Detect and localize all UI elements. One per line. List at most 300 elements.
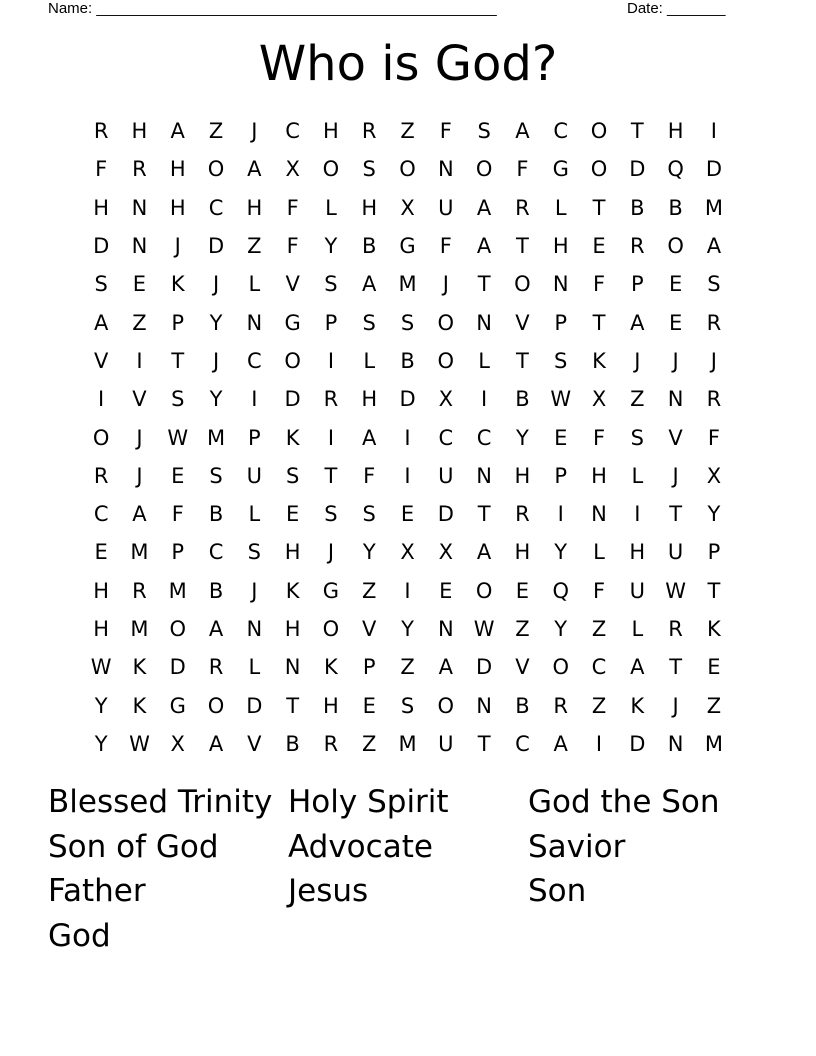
- grid-letter: E: [515, 578, 530, 603]
- grid-letter: H: [361, 195, 378, 220]
- grid-letter: S: [171, 387, 185, 412]
- word-list-item: God the Son: [528, 784, 720, 820]
- grid-letter: J: [672, 693, 679, 718]
- word-list-item: God: [48, 917, 111, 954]
- grid-letter: M: [704, 195, 723, 220]
- grid-letter: J: [672, 348, 679, 373]
- grid-letter: M: [206, 425, 226, 450]
- grid-letter: S: [324, 272, 338, 297]
- word-list-item: Father: [48, 873, 146, 909]
- grid-letter: R: [515, 195, 530, 220]
- grid-letter: K: [132, 693, 147, 718]
- grid-letter: L: [631, 463, 644, 488]
- grid-letter: C: [476, 425, 492, 450]
- grid-letter: U: [438, 463, 454, 488]
- grid-letter: S: [630, 425, 644, 450]
- grid-letter: G: [322, 578, 340, 603]
- word-list-item: Savior: [528, 828, 626, 865]
- grid-letter: T: [477, 731, 491, 756]
- grid-letter: I: [404, 463, 411, 488]
- grid-letter: R: [361, 119, 377, 144]
- grid-letter: E: [592, 234, 606, 259]
- grid-letter: U: [246, 463, 263, 488]
- grid-letter: R: [706, 310, 722, 335]
- grid-letter: H: [246, 195, 263, 220]
- grid-letter: I: [404, 425, 411, 450]
- grid-letter: M: [130, 617, 149, 641]
- grid-letter: S: [400, 693, 415, 718]
- grid-letter: E: [400, 502, 415, 527]
- grid-letter: D: [207, 234, 225, 259]
- grid-letter: O: [667, 234, 684, 259]
- grid-letter: H: [323, 693, 339, 718]
- grid-letter: T: [669, 655, 683, 680]
- grid-letter: C: [591, 655, 607, 680]
- grid-row: [82, 686, 734, 724]
- grid-letter: A: [132, 502, 147, 527]
- grid-row: [82, 380, 734, 418]
- word-list-item: Son of God: [48, 828, 219, 865]
- grid-letter: O: [437, 310, 455, 335]
- grid-letter: I: [404, 578, 411, 603]
- grid-letter: V: [362, 617, 377, 641]
- grid-letter: H: [284, 540, 301, 565]
- grid-letter: I: [557, 502, 564, 527]
- grid-letter: Z: [247, 234, 262, 259]
- grid-letter: O: [475, 578, 493, 603]
- date-field-label: Date: _______: [627, 0, 726, 17]
- grid-row: [82, 227, 734, 265]
- grid-letter: G: [284, 310, 301, 335]
- grid-letter: W: [129, 731, 150, 756]
- grid-letter: L: [478, 348, 490, 373]
- grid-letter: B: [285, 731, 300, 756]
- grid-letter: Z: [630, 387, 645, 412]
- grid-letter: X: [438, 387, 454, 412]
- grid-letter: C: [208, 540, 224, 565]
- grid-letter: D: [629, 731, 646, 756]
- grid-letter: A: [438, 655, 453, 680]
- grid-letter: O: [590, 157, 608, 182]
- name-field-label: Name: ________________________________________________: [48, 0, 497, 17]
- grid-letter: B: [515, 387, 530, 412]
- grid-letter: I: [251, 387, 258, 412]
- grid-letter: M: [398, 272, 417, 297]
- grid-letter: A: [476, 234, 492, 259]
- grid-letter: A: [93, 310, 109, 335]
- grid-letter: N: [476, 693, 492, 718]
- grid-letter: Z: [362, 731, 377, 756]
- grid-letter: E: [362, 693, 376, 718]
- grid-letter: H: [361, 387, 378, 412]
- grid-letter: R: [630, 234, 645, 259]
- grid-letter: Z: [591, 693, 607, 718]
- grid-letter: V: [132, 387, 147, 412]
- grid-letter: T: [630, 119, 644, 144]
- grid-letter: F: [592, 425, 606, 450]
- grid-letter: Z: [515, 617, 530, 641]
- grid-letter: T: [592, 310, 606, 335]
- grid-letter: O: [552, 655, 569, 680]
- grid-letter: W: [473, 617, 495, 641]
- grid-letter: B: [668, 195, 683, 220]
- grid-letter: A: [208, 617, 224, 641]
- grid-letter: V: [285, 272, 300, 297]
- grid-letter: Z: [362, 578, 377, 603]
- grid-letter: H: [93, 617, 110, 641]
- word-list-item: Son: [528, 873, 587, 909]
- grid-letter: T: [707, 578, 721, 603]
- grid-letter: I: [327, 425, 335, 450]
- grid-letter: P: [707, 540, 721, 565]
- grid-letter: K: [285, 578, 300, 603]
- grid-letter: E: [668, 272, 683, 297]
- grid-letter: Y: [94, 693, 108, 718]
- grid-letter: D: [476, 655, 493, 680]
- grid-letter: N: [131, 195, 148, 220]
- grid-letter: A: [630, 310, 645, 335]
- grid-letter: J: [212, 272, 220, 297]
- grid-letter: J: [251, 119, 258, 144]
- grid-letter: B: [208, 578, 224, 603]
- grid-letter: U: [438, 731, 454, 756]
- grid-letter: S: [477, 119, 491, 144]
- grid-letter: Y: [209, 387, 223, 412]
- grid-letter: J: [174, 234, 181, 259]
- grid-row: [82, 418, 734, 456]
- word-search-grid: [82, 112, 734, 763]
- grid-letter: S: [247, 540, 261, 565]
- grid-letter: A: [362, 425, 377, 450]
- grid-letter: Z: [208, 119, 224, 144]
- grid-letter: R: [132, 578, 147, 603]
- grid-letter: F: [707, 425, 720, 450]
- grid-letter: R: [553, 693, 568, 718]
- grid-letter: E: [285, 502, 300, 527]
- grid-letter: P: [362, 655, 376, 680]
- grid-letter: X: [706, 463, 722, 488]
- grid-letter: R: [323, 387, 339, 412]
- grid-letter: S: [285, 463, 300, 488]
- grid-letter: G: [169, 693, 186, 718]
- grid-letter: D: [246, 693, 263, 718]
- grid-letter: C: [93, 502, 109, 527]
- grid-letter: D: [437, 502, 454, 527]
- grid-letter: Z: [132, 310, 147, 335]
- grid-letter: F: [592, 578, 606, 603]
- grid-letter: B: [400, 348, 415, 373]
- grid-row: [82, 189, 734, 227]
- word-list: [48, 782, 768, 960]
- grid-letter: V: [515, 655, 530, 680]
- grid-letter: N: [437, 157, 454, 182]
- grid-letter: J: [136, 463, 143, 488]
- grid-letter: L: [631, 617, 644, 641]
- grid-letter: E: [171, 463, 185, 488]
- grid-row: [82, 648, 734, 686]
- grid-letter: K: [132, 655, 147, 680]
- grid-letter: X: [400, 195, 415, 220]
- grid-letter: Y: [324, 234, 338, 259]
- grid-letter: O: [207, 157, 225, 182]
- grid-letter: M: [398, 731, 417, 756]
- grid-letter: W: [665, 578, 686, 603]
- grid-letter: A: [362, 272, 377, 297]
- grid-letter: L: [248, 502, 261, 527]
- grid-letter: E: [707, 655, 721, 680]
- grid-letter: Y: [707, 502, 721, 527]
- grid-letter: G: [399, 234, 416, 259]
- grid-letter: K: [630, 693, 645, 718]
- grid-letter: F: [592, 272, 606, 297]
- grid-letter: N: [246, 617, 263, 641]
- grid-letter: S: [362, 310, 376, 335]
- grid-letter: J: [442, 272, 449, 297]
- grid-letter: F: [95, 157, 108, 182]
- grid-letter: N: [667, 387, 684, 412]
- grid-letter: N: [131, 234, 148, 259]
- grid-letter: T: [516, 234, 529, 259]
- word-list-item: Blessed Trinity: [48, 784, 273, 820]
- grid-letter: Y: [362, 540, 376, 565]
- grid-letter: D: [629, 157, 646, 182]
- grid-letter: E: [94, 540, 108, 565]
- grid-letter: E: [132, 272, 147, 297]
- grid-letter: Y: [554, 617, 568, 641]
- grid-row: [82, 112, 734, 150]
- grid-letter: W: [90, 655, 112, 680]
- grid-letter: S: [362, 502, 376, 527]
- grid-letter: B: [630, 195, 645, 220]
- grid-row: [82, 495, 734, 533]
- grid-letter: K: [324, 655, 338, 680]
- grid-letter: I: [634, 502, 641, 527]
- grid-letter: C: [553, 119, 569, 144]
- grid-letter: L: [248, 272, 261, 297]
- grid-letter: H: [131, 119, 148, 144]
- grid-letter: T: [516, 348, 529, 373]
- grid-letter: S: [324, 502, 338, 527]
- grid-letter: B: [208, 502, 224, 527]
- grid-letter: W: [550, 387, 572, 412]
- grid-letter: R: [515, 502, 530, 527]
- grid-letter: T: [669, 502, 683, 527]
- grid-letter: X: [591, 387, 607, 412]
- grid-letter: H: [514, 540, 531, 565]
- grid-letter: D: [705, 157, 722, 182]
- grid-letter: J: [251, 578, 258, 603]
- grid-letter: P: [554, 463, 568, 488]
- grid-letter: U: [629, 578, 645, 603]
- grid-letter: T: [477, 272, 491, 297]
- grid-letter: T: [592, 195, 606, 220]
- grid-letter: Y: [554, 540, 568, 565]
- grid-letter: B: [362, 234, 377, 259]
- word-list-item: Advocate: [288, 828, 433, 865]
- grid-letter: C: [438, 425, 454, 450]
- grid-letter: Q: [667, 157, 684, 182]
- grid-letter: H: [591, 463, 607, 488]
- grid-letter: O: [399, 157, 416, 182]
- grid-letter: A: [247, 157, 262, 182]
- grid-letter: Z: [400, 119, 415, 144]
- grid-letter: N: [284, 655, 301, 680]
- grid-letter: F: [286, 234, 299, 259]
- grid-letter: S: [209, 463, 223, 488]
- grid-letter: C: [247, 348, 262, 373]
- grid-letter: X: [400, 540, 415, 565]
- grid-row: [82, 457, 734, 495]
- grid-letter: J: [672, 463, 679, 488]
- grid-letter: N: [246, 310, 263, 335]
- grid-letter: H: [514, 463, 531, 488]
- grid-letter: F: [286, 195, 299, 220]
- grid-letter: A: [476, 540, 492, 565]
- grid-letter: X: [170, 731, 185, 756]
- grid-letter: I: [327, 348, 335, 373]
- grid-letter: B: [515, 693, 530, 718]
- grid-letter: V: [515, 310, 530, 335]
- grid-letter: V: [93, 348, 109, 373]
- grid-letter: A: [630, 655, 645, 680]
- grid-letter: A: [706, 234, 722, 259]
- grid-letter: T: [171, 348, 185, 373]
- grid-letter: V: [247, 731, 262, 756]
- grid-letter: I: [481, 387, 488, 412]
- grid-row: [82, 572, 734, 610]
- grid-letter: O: [437, 348, 455, 373]
- grid-letter: K: [285, 425, 300, 450]
- grid-letter: O: [207, 693, 225, 718]
- grid-letter: H: [93, 195, 110, 220]
- grid-letter: S: [400, 310, 415, 335]
- grid-letter: A: [515, 119, 530, 144]
- grid-letter: Y: [209, 310, 223, 335]
- grid-letter: N: [437, 617, 454, 641]
- grid-letter: P: [554, 310, 568, 335]
- grid-letter: N: [591, 502, 607, 527]
- grid-letter: H: [552, 234, 569, 259]
- grid-letter: A: [170, 119, 185, 144]
- grid-letter: D: [93, 234, 110, 259]
- grid-letter: J: [710, 348, 717, 373]
- word-list-item: Jesus: [288, 873, 369, 909]
- grid-letter: Z: [591, 617, 607, 641]
- grid-letter: R: [323, 731, 339, 756]
- grid-letter: O: [322, 617, 340, 641]
- grid-letter: L: [325, 195, 337, 220]
- word-list-item: Holy Spirit: [288, 784, 449, 820]
- grid-letter: J: [327, 540, 335, 565]
- grid-letter: A: [553, 731, 568, 756]
- grid-row: [82, 150, 734, 188]
- grid-letter: P: [171, 310, 185, 335]
- grid-letter: N: [476, 310, 492, 335]
- grid-letter: I: [595, 731, 603, 756]
- grid-letter: K: [170, 272, 185, 297]
- grid-letter: X: [285, 157, 300, 182]
- grid-letter: E: [668, 310, 683, 335]
- grid-letter: S: [554, 348, 568, 373]
- header-line: [48, 0, 748, 20]
- grid-letter: W: [167, 425, 189, 450]
- grid-letter: C: [208, 195, 224, 220]
- grid-letter: D: [399, 387, 416, 412]
- grid-row: [82, 265, 734, 303]
- grid-row: [82, 533, 734, 571]
- grid-letter: T: [477, 502, 491, 527]
- grid-letter: F: [439, 234, 452, 259]
- grid-letter: H: [169, 157, 186, 182]
- grid-letter: Y: [401, 617, 414, 641]
- grid-letter: L: [363, 348, 376, 373]
- grid-letter: T: [324, 463, 338, 488]
- grid-row: [82, 342, 734, 380]
- grid-letter: P: [324, 310, 338, 335]
- grid-letter: O: [284, 348, 301, 373]
- grid-letter: Y: [94, 731, 108, 756]
- grid-letter: L: [593, 540, 605, 565]
- grid-letter: C: [285, 119, 300, 144]
- grid-letter: Z: [706, 693, 722, 718]
- grid-letter: I: [98, 387, 105, 412]
- grid-letter: R: [93, 463, 109, 488]
- grid-letter: K: [707, 617, 721, 641]
- grid-letter: F: [363, 463, 376, 488]
- grid-letter: H: [323, 119, 339, 144]
- grid-letter: U: [438, 195, 454, 220]
- grid-letter: M: [130, 540, 149, 565]
- grid-letter: O: [475, 157, 493, 182]
- grid-letter: S: [707, 272, 721, 297]
- grid-letter: R: [132, 157, 147, 182]
- grid-letter: G: [552, 157, 569, 182]
- grid-letter: O: [514, 272, 531, 297]
- grid-letter: H: [169, 195, 186, 220]
- grid-letter: H: [284, 617, 301, 641]
- grid-letter: R: [706, 387, 722, 412]
- grid-letter: Q: [552, 578, 569, 603]
- grid-letter: O: [590, 119, 608, 144]
- grid-letter: E: [554, 425, 568, 450]
- grid-letter: N: [667, 731, 684, 756]
- grid-letter: Y: [516, 425, 529, 450]
- grid-letter: M: [704, 731, 723, 756]
- grid-letter: J: [634, 348, 641, 373]
- grid-letter: J: [212, 348, 220, 373]
- grid-letter: U: [667, 540, 684, 565]
- grid-letter: O: [437, 693, 455, 718]
- grid-letter: M: [168, 578, 187, 603]
- grid-letter: N: [552, 272, 569, 297]
- grid-letter: R: [93, 119, 109, 144]
- grid-letter: S: [362, 157, 376, 182]
- grid-letter: S: [94, 272, 108, 297]
- grid-row: [82, 610, 734, 648]
- grid-letter: O: [92, 425, 110, 450]
- grid-letter: Z: [400, 655, 415, 680]
- grid-letter: O: [322, 157, 340, 182]
- grid-letter: F: [516, 157, 529, 182]
- grid-letter: R: [208, 655, 224, 680]
- grid-letter: O: [169, 617, 186, 641]
- grid-letter: H: [93, 578, 110, 603]
- grid-letter: A: [476, 195, 492, 220]
- grid-row: [82, 303, 734, 341]
- grid-letter: C: [515, 731, 530, 756]
- grid-letter: I: [710, 119, 717, 144]
- grid-letter: P: [171, 540, 185, 565]
